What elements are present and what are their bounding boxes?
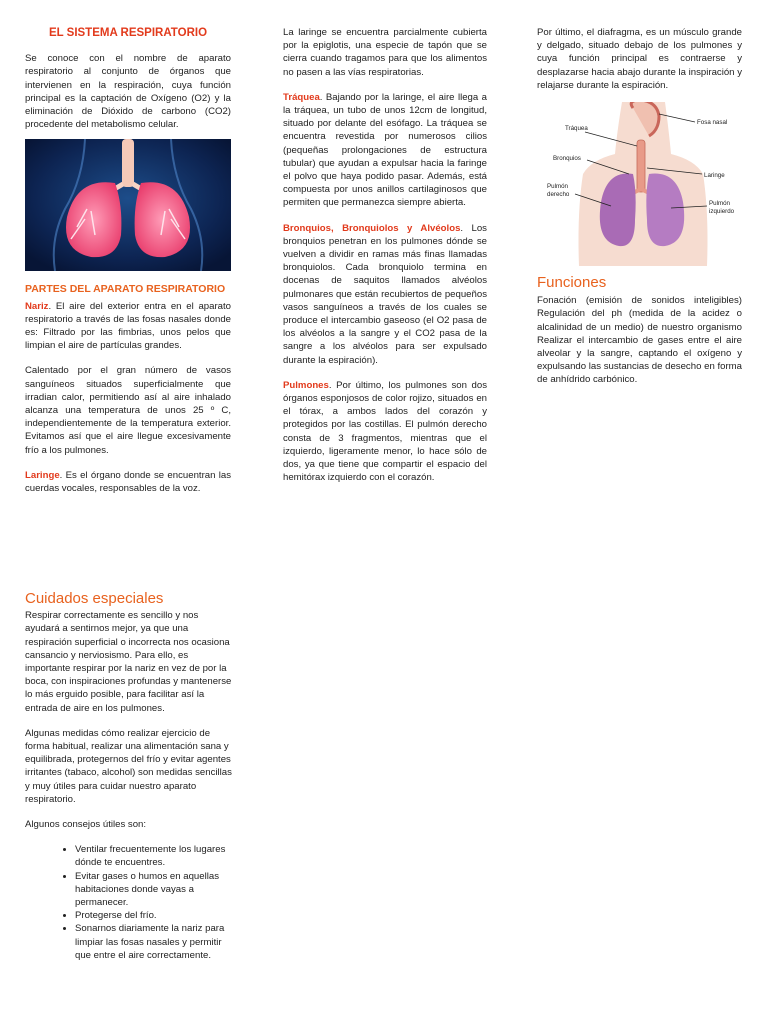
diagram-label-pulmon-der-1: Pulmón [547, 183, 568, 191]
diagram-label-fosa-nasal: Fosa nasal [697, 119, 728, 127]
column-3 [537, 26, 742, 387]
laringe-label: Laringe [25, 469, 60, 481]
page-title: EL SISTEMA RESPIRATORIO [48, 27, 208, 39]
respiratory-diagram [537, 102, 742, 266]
traquea-paragraph [283, 91, 487, 210]
traquea-label: Tráquea [283, 91, 320, 103]
cuidados-section [25, 592, 233, 962]
cuidados-paragraph-2: Algunas medidas cómo realizar ejercicio de forma habitual, realizar una alimentación sana y equilibrada, protegernos del frío y evitar agentes irritantes (tabaco, alcohol) son medidas sencillas y muy útiles para cuidar nuestro aparato respiratorio. [25, 727, 232, 805]
intro-paragraph: Se conoce con el nombre de aparato respiratorio al conjunto de órganos que intervienen en la respiración, cuya función principal es la captación de Oxígeno (O2) y la eliminación de Dióxido de carbono (CO2) procedente del metabolismo celular. [25, 53, 231, 131]
diafragma-paragraph: Por último, el diafragma, es un músculo grande y delgado, situado debajo de los pulmones y cuya función principal es contraerse y desplazarse hacia abajo durante la inspiración y relajarse durante la espiración. [537, 27, 742, 91]
cuidados-heading: Cuidados especiales [25, 590, 164, 607]
traquea-text: . Bajando por la laringe, el aire llega a la tráquea, un tubo de unos 12cm de longitud, situado por delante del esófago. La tráquea se encuentra revestida por numerosos cilios (pequeñas prolongaciones de estructura tubular) que ayudan a expulsar hacia la faringe el polvo que haya podido pasar. Además, está compuesta por unos anillos cartilaginosos que permiten que permanezca siempre abierta. [283, 91, 487, 209]
lungs-image [25, 139, 231, 271]
parts-heading: PARTES DEL APARATO RESPIRATORIO [25, 283, 226, 296]
list-item: • Evitar gases o humos en aquellas habitaciones donde vayas a permanecer. [75, 870, 233, 910]
diagram-label-pulmon-izq-2: izquierdo [709, 208, 735, 216]
funciones-paragraph: Fonación (emisión de sonidos inteligibles) Regulación del ph (medida de la acidez o alcalinidad de un medio) de nuestro organismo Realizar el intercambio de gases entre el aire alveolar y la sangre, captando el oxígeno y expulsando las sustancias de desecho en forma de anhídrido carbónico. [537, 295, 742, 386]
consejos-intro: Algunos consejos útiles son: [25, 819, 147, 831]
bronquios-paragraph [283, 222, 487, 367]
nariz-text: . El aire del exterior entra en el aparato respiratorio a través de las fosas nasales donde es: Filtrado por las fimbrias, unos pelos que limpian el aire de partículas grandes. [25, 300, 231, 352]
cuidados-paragraph-1: Respirar correctamente es sencillo y nos ayudará a sentirnos mejor, ya que una respiración superficial o incorrecta nos ocasiona cansancio y nerviosismo. Para ello, es importante respirar por la nariz en vez de por la boca, con inspiraciones profundas y mantenerse lo más erguido posible, para facilitar así la entrada de aire en los pulmones. [25, 610, 232, 714]
calentado-paragraph: Calentado por el gran número de vasos sanguíneos situados superficialmente que irradian calor, permitiendo así al aire inhalado alcanza una temperatura de unos 25 º C, independientemente de la temperatura exterior. Evitamos así que el aire llegue excesivamente frío a los pulmones. [25, 365, 231, 456]
laringe-epiglotis-paragraph: La laringe se encuentra parcialmente cubierta por la epiglotis, una especie de tapón que se cierra cuando tragamos para que los alimentos no pasen a las vías respiratorias. [283, 27, 487, 78]
consejos-list [25, 843, 233, 962]
laringe-text: . Es el órgano donde se encuentran las cuerdas vocales, responsables de la voz. [25, 469, 231, 495]
list-item: • Protegerse del frío. [75, 909, 233, 922]
bronquios-text: . Los bronquios penetran en los pulmones dónde se vuelven a dividir en ramas más finas llamadas bronquiolos. Cada bronquiolo termina en docenas de saquitos llamados alvéolos pulmonares que están recubiertos de pequeños vasos sanguíneos a través de los cuales se produce el intercambio gaseoso (el O2 pasa de los alvéolos a la sangre y el CO2 pasa de la sangre a los alvéolos para ser expulsado durante la espiración). [283, 222, 487, 366]
nariz-paragraph [25, 300, 231, 353]
funciones-heading: Funciones [537, 274, 607, 292]
column-1 [25, 27, 231, 495]
diagram-label-traquea: Tráquea [565, 125, 588, 133]
diagram-label-bronquios: Bronquios [553, 155, 581, 163]
list-item: • Ventilar frecuentemente los lugares dónde te encuentres. [75, 843, 233, 869]
diagram-label-laringe: Laringe [704, 172, 725, 180]
pulmones-text: . Por último, los pulmones son dos órganos esponjosos de color rojizo, situados en el tórax, a ambos lados del corazón y protegidos por las costillas. El pulmón derecho consta de 3 fragmentos, mientras que el izquierdo, ligeramente menor, lo hace sólo de dos, ya que tiene que compartir el espacio del hemitórax izquierdo con el corazón. [283, 379, 487, 484]
diagram-label-pulmon-der-2: derecho [547, 191, 570, 199]
diagram-label-pulmon-izq-1: Pulmón [709, 200, 730, 208]
laringe-paragraph [25, 469, 231, 495]
pulmones-label: Pulmones [283, 379, 329, 391]
bronquios-label: Bronquios, Bronquiolos y Alvéolos [283, 222, 461, 234]
list-item: • Sonarnos diariamente la nariz para limpiar las fosas nasales y permitir que entre el aire correctamente. [75, 922, 233, 962]
pulmones-paragraph [283, 379, 487, 485]
column-2 [283, 26, 487, 485]
nariz-label: Nariz [25, 300, 49, 312]
